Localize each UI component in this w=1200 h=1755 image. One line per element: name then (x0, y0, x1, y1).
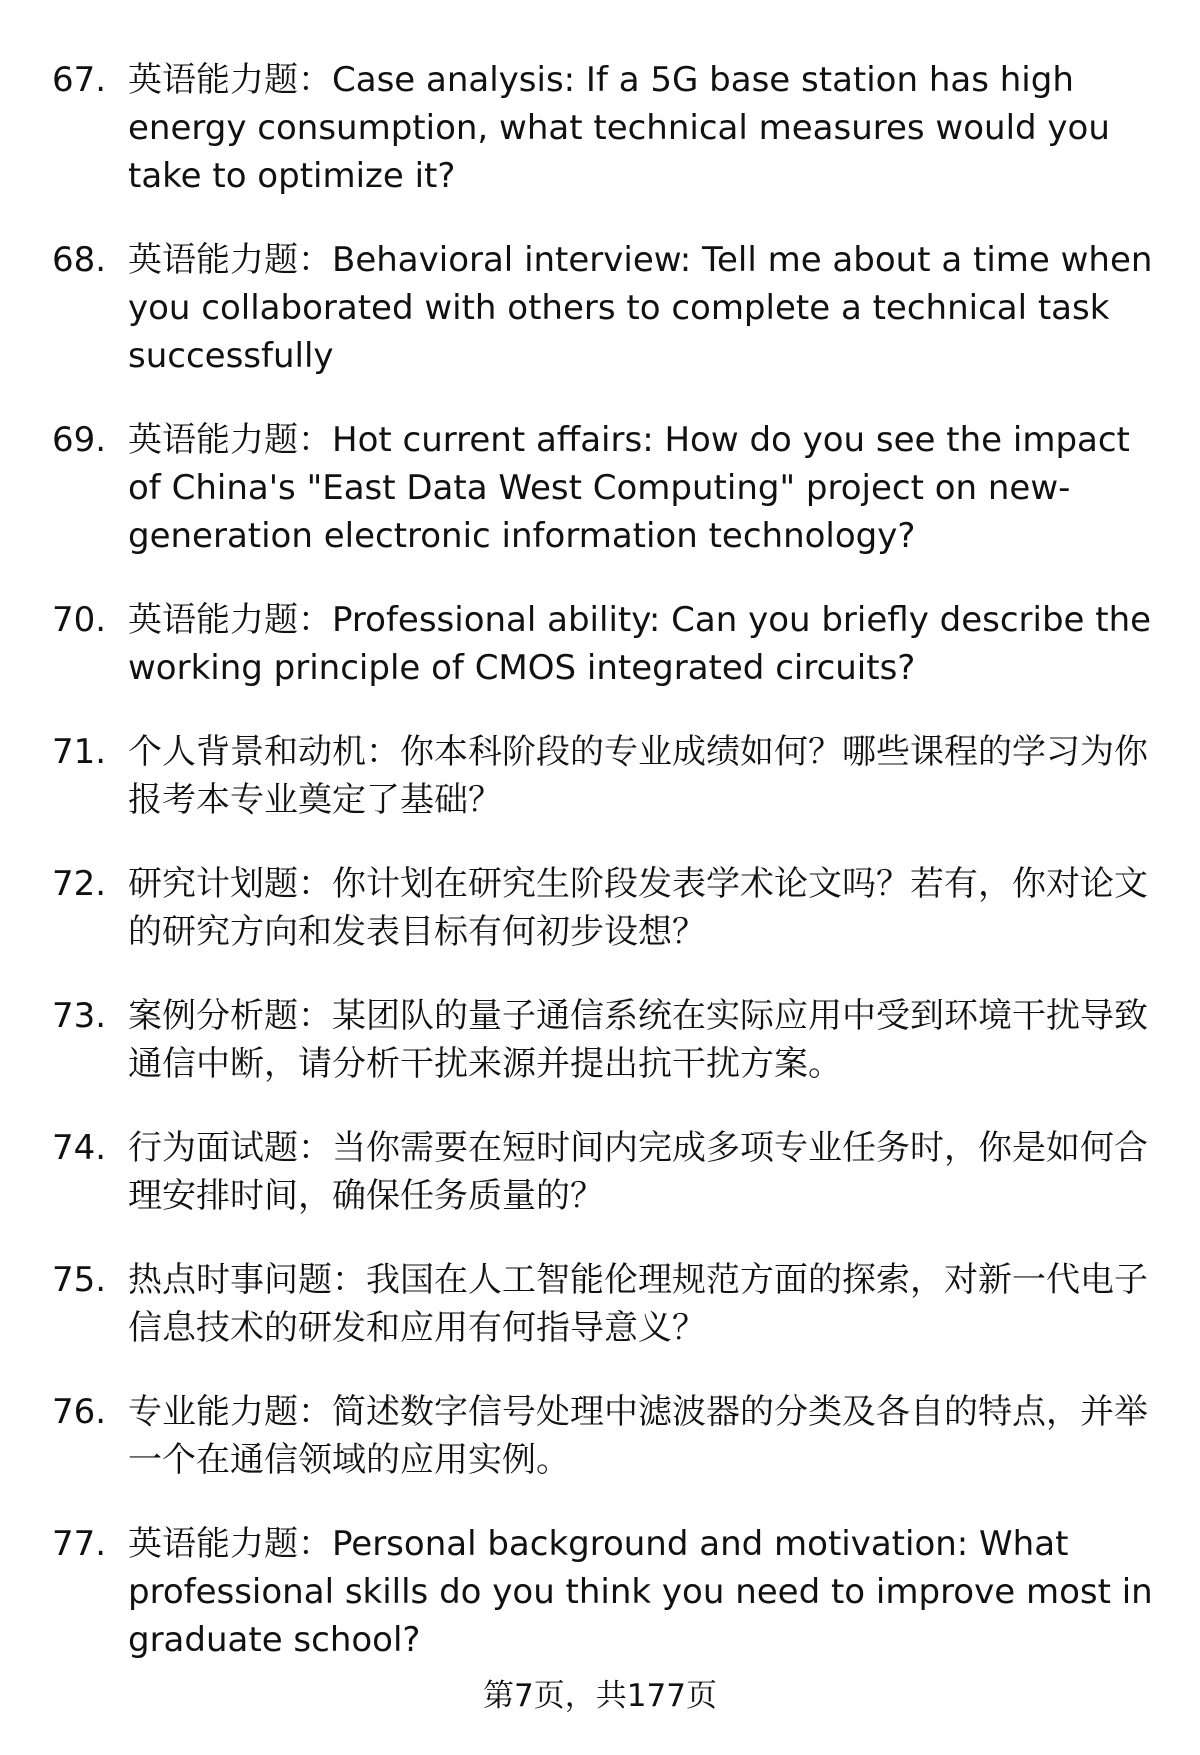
question-item (52, 1520, 1162, 1664)
question-number: 71. (52, 732, 107, 772)
question-list (52, 56, 1162, 1700)
question-number: 70. (52, 600, 107, 640)
question-item (52, 860, 1162, 956)
question-number: 74. (52, 1128, 107, 1168)
question-number: 76. (52, 1392, 107, 1432)
question-text: 英语能力题：Case analysis: If a 5G base station has high energy consumption, what technical measures would you take to optimize it? (128, 60, 1110, 196)
question-number: 77. (52, 1524, 107, 1564)
question-item (52, 728, 1162, 824)
question-item (52, 596, 1162, 692)
question-text: 英语能力题：Hot current affairs: How do you see the impact of China's "East Data West Computing" project on new-generation electronic information technology? (128, 420, 1130, 556)
question-text: 热点时事问题：我国在人工智能伦理规范方面的探索，对新一代电子信息技术的研发和应用有何指导意义？ (128, 1260, 1148, 1348)
question-number: 69. (52, 420, 107, 460)
question-item (52, 992, 1162, 1088)
question-number: 73. (52, 996, 107, 1036)
question-text: 案例分析题：某团队的量子通信系统在实际应用中受到环境干扰导致通信中断，请分析干扰来源并提出抗干扰方案。 (128, 996, 1148, 1084)
question-item (52, 1388, 1162, 1484)
question-text: 英语能力题：Professional ability: Can you briefly describe the working principle of CMOS integrated circuits? (128, 600, 1152, 688)
question-text: 研究计划题：你计划在研究生阶段发表学术论文吗？若有，你对论文的研究方向和发表目标有何初步设想？ (128, 864, 1148, 952)
question-number: 75. (52, 1260, 107, 1300)
question-text: 个人背景和动机：你本科阶段的专业成绩如何？哪些课程的学习为你报考本专业奠定了基础？ (128, 732, 1148, 820)
question-text: 专业能力题：简述数字信号处理中滤波器的分类及各自的特点，并举一个在通信领域的应用实例。 (128, 1392, 1148, 1480)
question-item (52, 1256, 1162, 1352)
page-number-footer: 第7页，共177页 (483, 1678, 717, 1714)
question-number: 72. (52, 864, 107, 904)
question-item (52, 56, 1162, 200)
question-text: 英语能力题：Behavioral interview: Tell me about a time when you collaborated with others to complete a technical task successfully (128, 240, 1153, 376)
question-item (52, 416, 1162, 560)
question-item (52, 1124, 1162, 1220)
question-number: 68. (52, 240, 107, 280)
question-number: 67. (52, 60, 107, 100)
question-text: 行为面试题：当你需要在短时间内完成多项专业任务时，你是如何合理安排时间，确保任务质量的？ (128, 1128, 1148, 1216)
question-text: 英语能力题：Personal background and motivation: What professional skills do you think you need to improve most in graduate school? (128, 1524, 1153, 1660)
question-item (52, 236, 1162, 380)
